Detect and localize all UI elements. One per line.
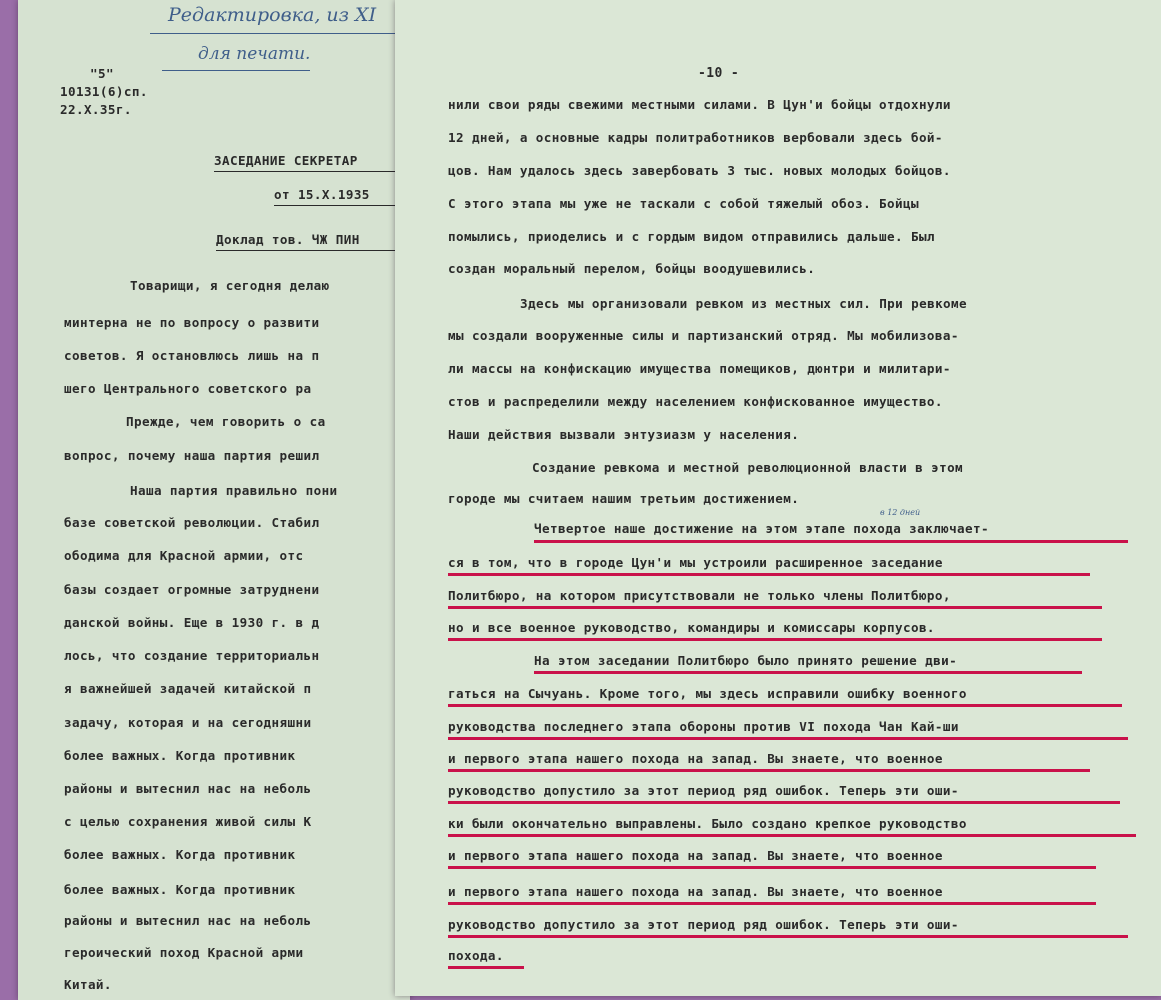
handwritten-underline [162, 70, 310, 71]
red-underline [448, 737, 1128, 740]
right-line: На этом заседании Политбюро было принято решение дви- [534, 653, 958, 668]
right-line: и первого этапа нашего похода на запад. Вы знаете, что военное [448, 884, 943, 899]
left-line: ободима для Красной армии, отс [64, 548, 304, 563]
left-line: районы и вытеснил нас на неболь [64, 913, 312, 928]
right-line: Политбюро, на котором присутствовали не только члены Политбюро, [448, 588, 951, 603]
left-line: данской войны. Еще в 1930 г. в д [64, 615, 320, 630]
handwritten-note-line1: Редактировка, из XI [168, 4, 377, 26]
red-underline [448, 935, 1128, 938]
right-line: гаться на Сычуань. Кроме того, мы здесь исправили ошибку военного [448, 686, 967, 701]
left-line: лось, что создание территориальн [64, 648, 320, 663]
left-line: Китай. [64, 977, 112, 992]
right-line: похода. [448, 948, 504, 963]
left-line: шего Центрального советского ра [64, 381, 312, 396]
doc-date: 22.X.35г. [60, 102, 132, 117]
handwritten-note-line2: для печати. [198, 44, 311, 64]
red-underline [534, 671, 1082, 674]
right-line: ли массы на конфискацию имущества помещиков, дюнтри и милитари- [448, 361, 951, 376]
left-line: героический поход Красной арми [64, 945, 304, 960]
right-line: нили свои ряды свежими местными силами. В Цун'и бойцы отдохнули [448, 97, 951, 112]
left-line: с целью сохранения живой силы К [64, 814, 312, 829]
right-line: но и все военное руководство, командиры и комиссары корпусов. [448, 620, 935, 635]
right-line: руководство допустило за этот период ряд ошибок. Теперь эти оши- [448, 917, 959, 932]
right-line: ки были окончательно выправлены. Было создано крепкое руководство [448, 816, 967, 831]
red-underline [534, 540, 1128, 543]
left-line: Товарищи, я сегодня делаю [130, 278, 330, 293]
left-line: районы и вытеснил нас на неболь [64, 781, 312, 796]
title-underline [216, 250, 410, 251]
left-line: более важных. Когда противник [64, 847, 296, 862]
red-underline [448, 966, 524, 969]
left-title-line2: от 15.X.1935 [274, 187, 370, 202]
right-line: руководство допустило за этот период ряд ошибок. Теперь эти оши- [448, 783, 959, 798]
left-line: Наша партия правильно пони [130, 483, 338, 498]
small-handwritten-note: в 12 дней [880, 508, 921, 517]
right-line: цов. Нам удалось здесь завербовать 3 тыс. новых молодых бойцов. [448, 163, 951, 178]
doc-reference: 10131(6)сп. [60, 84, 148, 99]
right-line: мы создали вооруженные силы и партизанский отряд. Мы мобилизова- [448, 328, 959, 343]
left-title-line1: ЗАСЕДАНИЕ СЕКРЕТАР [214, 153, 358, 168]
right-line: и первого этапа нашего похода на запад. Вы знаете, что военное [448, 848, 943, 863]
left-line: задачу, которая и на сегодняшни [64, 715, 312, 730]
red-underline [448, 834, 1136, 837]
right-line: и первого этапа нашего похода на запад. Вы знаете, что военное [448, 751, 943, 766]
right-line: Четвертое наше достижение на этом этапе похода заключает- [534, 521, 989, 536]
page-number: -10 - [698, 66, 740, 81]
red-underline [448, 866, 1096, 869]
right-line: ся в том, что в городе Цун'и мы устроили расширенное заседание [448, 555, 943, 570]
left-title-line3: Доклад тов. ЧЖ ПИН [216, 232, 360, 247]
right-line: руководства последнего этапа обороны против VI похода Чан Кай-ши [448, 719, 959, 734]
left-line: базы создает огромные затруднени [64, 582, 320, 597]
left-page [18, 0, 410, 1000]
left-line: более важных. Когда противник [64, 748, 296, 763]
left-line: базе советской революции. Стабил [64, 515, 320, 530]
right-line: городе мы считаем нашим третьим достижением. [448, 491, 800, 506]
red-underline [448, 801, 1120, 804]
right-line: Создание ревкома и местной революционной власти в этом [532, 460, 964, 475]
doc-mark: "5" [90, 66, 114, 81]
right-line: создан моральный перелом, бойцы воодушевились. [448, 261, 816, 276]
title-underline [274, 205, 410, 206]
right-line: С этого этапа мы уже не таскали с собой тяжелый обоз. Бойцы [448, 196, 919, 211]
left-line: Прежде, чем говорить о са [126, 414, 326, 429]
left-line: я важнейшей задачей китайской п [64, 681, 312, 696]
right-line: стов и распределили между населением конфискованное имущество. [448, 394, 943, 409]
red-underline [448, 704, 1122, 707]
left-line: вопрос, почему наша партия решил [64, 448, 320, 463]
handwritten-underline [150, 33, 398, 34]
red-underline [448, 769, 1090, 772]
title-underline [214, 171, 410, 172]
right-line: помылись, приоделись и с гордым видом отправились дальше. Был [448, 229, 935, 244]
left-line: советов. Я остановлюсь лишь на п [64, 348, 320, 363]
red-underline [448, 573, 1090, 576]
right-line: Здесь мы организовали ревком из местных сил. При ревкоме [520, 296, 967, 311]
right-line: 12 дней, а основные кадры политработников вербовали здесь бой- [448, 130, 943, 145]
red-underline [448, 606, 1102, 609]
left-page-text-area [18, 0, 410, 1000]
left-line: более важных. Когда противник [64, 882, 296, 897]
red-underline [448, 638, 1102, 641]
red-underline [448, 902, 1096, 905]
right-line: Наши действия вызвали энтузиазм у населения. [448, 427, 800, 442]
left-line: минтерна не по вопросу о развити [64, 315, 320, 330]
